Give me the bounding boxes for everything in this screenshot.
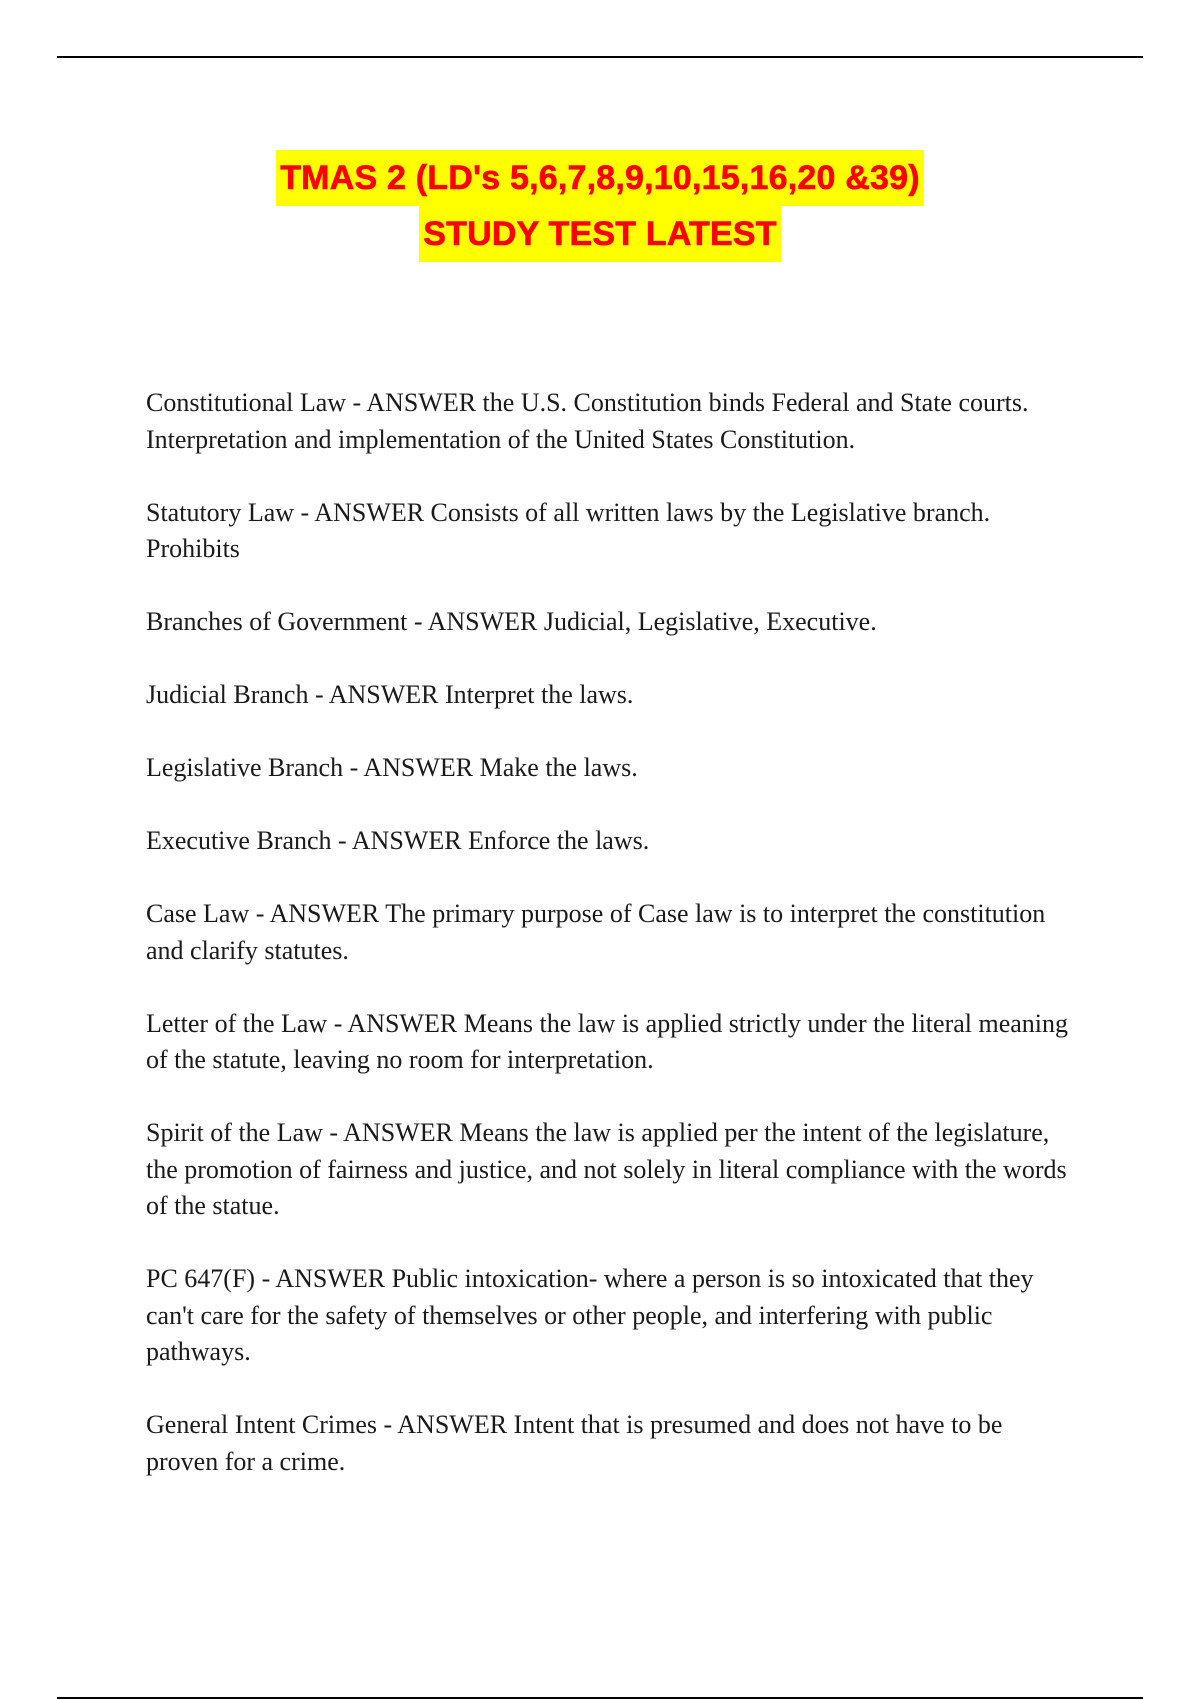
qa-item bbox=[146, 604, 1076, 641]
qa-term: Statutory Law bbox=[146, 497, 295, 527]
title-line-1: TMAS 2 (LD's 5,6,7,8,9,10,15,16,20 &39) bbox=[276, 150, 924, 206]
footer-rule bbox=[57, 1697, 1143, 1699]
qa-answer: ANSWER Make the laws. bbox=[363, 753, 638, 782]
qa-term: Executive Branch bbox=[146, 826, 332, 855]
qa-answer: ANSWER The primary purpose of Case law is to interpret the constitution and clarify statutes. bbox=[146, 899, 1046, 965]
qa-answer: ANSWER Means the law is applied strictly under the literal meaning of the statute, leaving no room for interpretation. bbox=[146, 1008, 1069, 1074]
qa-answer: ANSWER Means the law is applied per the intent of the legislature, the promotion of fairness and justice, and not solely in literal compliance with the words of the statue. bbox=[146, 1118, 1067, 1220]
qa-item bbox=[146, 1115, 1076, 1225]
qa-separator: - bbox=[327, 1008, 348, 1038]
qa-separator: - bbox=[346, 388, 367, 417]
qa-item bbox=[146, 385, 1076, 458]
qa-term: Legislative Branch bbox=[146, 753, 344, 782]
qa-term: Spirit of the Law bbox=[146, 1118, 323, 1147]
qa-term: General Intent Crimes bbox=[146, 1410, 378, 1439]
qa-item bbox=[146, 823, 1076, 860]
qa-separator: - bbox=[249, 899, 270, 928]
qa-answer: ANSWER Consists of all written laws by the Legislative branch. Prohibits bbox=[146, 497, 991, 563]
qa-item bbox=[146, 1006, 1076, 1079]
qa-item bbox=[146, 1407, 1076, 1480]
qa-term: Case Law bbox=[146, 899, 250, 928]
qa-answer: ANSWER the U.S. Constitution binds Federal and State courts. Interpretation and implementation of the United States Constitution. bbox=[146, 388, 1029, 454]
qa-answer: ANSWER Public intoxication- where a person is so intoxicated that they can't care for the safety of themselves or other people, and interfering with public pathways. bbox=[146, 1264, 1034, 1366]
qa-item bbox=[146, 750, 1076, 787]
qa-answer: ANSWER Interpret the laws. bbox=[328, 680, 634, 709]
qa-separator: - bbox=[322, 1118, 344, 1147]
qa-separator: - bbox=[255, 1264, 276, 1293]
qa-separator: - bbox=[377, 1410, 398, 1439]
qa-separator: - bbox=[343, 753, 364, 782]
title-line-2: STUDY TEST LATEST bbox=[419, 206, 781, 262]
qa-separator: - bbox=[308, 680, 329, 709]
document-title bbox=[0, 150, 1200, 262]
qa-item bbox=[146, 495, 1076, 568]
qa-item bbox=[146, 677, 1076, 714]
qa-term: Judicial Branch bbox=[146, 680, 309, 709]
qa-answer: ANSWER Judicial, Legislative, Executive. bbox=[427, 607, 877, 636]
qa-term: Letter of the Law bbox=[146, 1008, 328, 1038]
qa-separator: - bbox=[294, 497, 315, 527]
qa-item bbox=[146, 896, 1076, 969]
qa-answer: ANSWER Intent that is presumed and does not have to be proven for a crime. bbox=[146, 1410, 1003, 1476]
qa-item bbox=[146, 1261, 1076, 1371]
header-rule bbox=[57, 56, 1143, 58]
qa-list bbox=[146, 385, 1076, 1517]
qa-separator: - bbox=[407, 607, 428, 636]
qa-term: Constitutional Law bbox=[146, 388, 347, 417]
qa-term: PC 647(F) bbox=[146, 1264, 256, 1293]
qa-answer: ANSWER Enforce the laws. bbox=[351, 826, 650, 855]
qa-separator: - bbox=[331, 826, 352, 855]
qa-term: Branches of Government bbox=[146, 607, 408, 636]
